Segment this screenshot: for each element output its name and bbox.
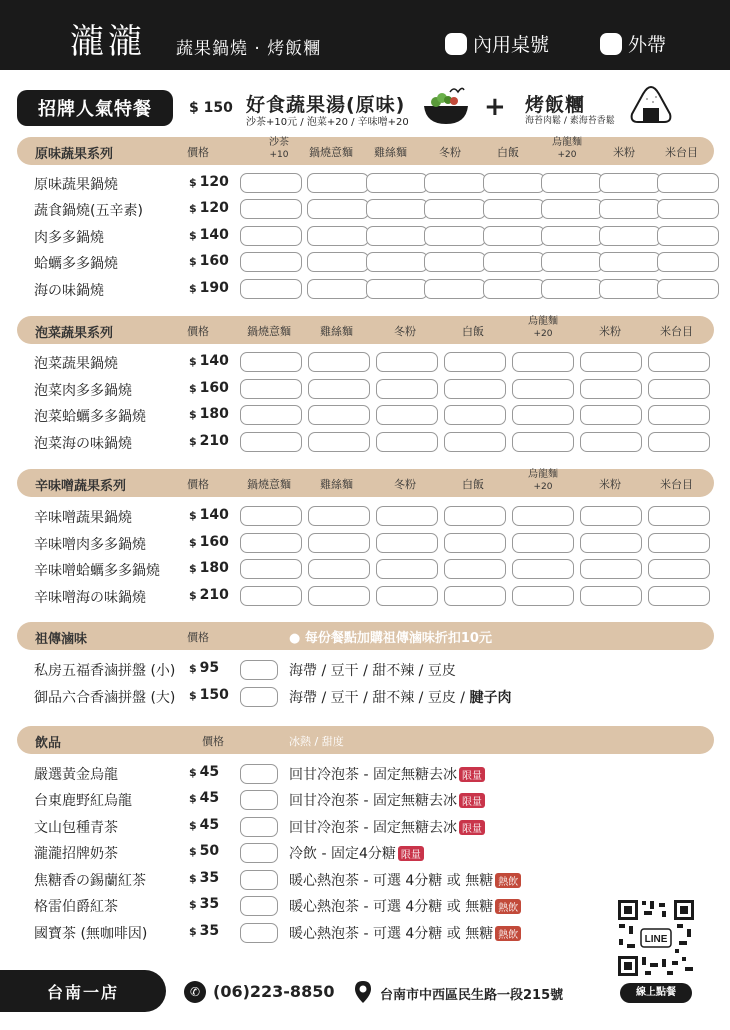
location-pin-icon xyxy=(353,980,373,1004)
order-box[interactable] xyxy=(483,279,545,299)
col-vermicelli: 冬粉 xyxy=(394,478,416,491)
dinein-checkbox[interactable] xyxy=(445,33,467,55)
drink-tag: 熱飲 xyxy=(495,926,521,941)
order-box[interactable] xyxy=(366,279,428,299)
menu-item-name: 辛味噌蔬果鍋燒 xyxy=(34,510,132,526)
col-rice-noodle: 米粉 xyxy=(613,146,635,159)
section-braised-header xyxy=(17,622,714,650)
order-box[interactable] xyxy=(376,559,438,579)
col-chicken-noodle: 雞絲麵 xyxy=(374,146,407,159)
col-udon: 烏龍麵 +20 xyxy=(528,469,558,492)
order-box[interactable] xyxy=(240,352,302,372)
drink-name: 文山包種青茶 xyxy=(34,820,118,836)
order-box[interactable] xyxy=(580,352,642,372)
order-box[interactable] xyxy=(366,252,428,272)
menu-item-name: 辛味噌蛤蠣多多鍋燒 xyxy=(34,563,160,579)
phone-number[interactable]: (06)223-8850 xyxy=(213,982,335,1001)
order-box[interactable] xyxy=(240,923,278,943)
section-title: 泡菜蔬果系列 xyxy=(35,326,114,341)
order-box[interactable] xyxy=(648,586,710,606)
order-box[interactable] xyxy=(483,199,545,219)
order-box[interactable] xyxy=(376,405,438,425)
menu-item-name: 御品六合香滷拼盤 (大) xyxy=(34,690,176,706)
order-box[interactable] xyxy=(444,432,506,452)
col-vermicelli: 冬粉 xyxy=(439,146,461,159)
order-box[interactable] xyxy=(512,352,574,372)
price-column-label: 價格 xyxy=(187,325,209,338)
order-box[interactable] xyxy=(444,559,506,579)
col-chicken-noodle: 雞絲麵 xyxy=(320,325,353,338)
col-rice: 白飯 xyxy=(462,478,484,491)
order-box[interactable] xyxy=(580,379,642,399)
drink-name: 格雷伯爵紅茶 xyxy=(34,899,118,915)
order-box[interactable] xyxy=(240,199,302,219)
drink-tag: 限量 xyxy=(459,820,485,835)
order-box[interactable] xyxy=(657,279,719,299)
order-box[interactable] xyxy=(580,559,642,579)
menu-item-price: $ 210 xyxy=(189,433,229,449)
order-box[interactable] xyxy=(308,506,370,526)
col-rice-noodle: 米粉 xyxy=(599,325,621,338)
order-box[interactable] xyxy=(512,533,574,553)
item-desc: 海帶 / 豆干 / 甜不辣 / 豆皮 xyxy=(289,663,456,679)
col-mitaimu: 米台目 xyxy=(660,478,693,491)
menu-item-price: $ 140 xyxy=(189,227,229,243)
order-box[interactable] xyxy=(512,506,574,526)
menu-item-price: $ 120 xyxy=(189,200,229,216)
menu-item-price: $ 160 xyxy=(189,380,229,396)
order-box[interactable] xyxy=(376,432,438,452)
branch-badge: 台南一店 xyxy=(0,970,166,1012)
braised-note: ● 每份餐點加購祖傳滷味折扣10元 xyxy=(289,631,492,646)
drink-tag: 熱飲 xyxy=(495,899,521,914)
price-column-label: 價格 xyxy=(202,735,224,748)
drink-name: 台東鹿野紅烏龍 xyxy=(34,793,132,809)
onigiri-icon xyxy=(628,84,674,126)
order-box[interactable] xyxy=(240,279,302,299)
order-box[interactable] xyxy=(240,870,278,890)
order-box[interactable] xyxy=(512,432,574,452)
signature-badge: 招牌人氣特餐 xyxy=(17,90,173,126)
order-box[interactable] xyxy=(444,506,506,526)
order-box[interactable] xyxy=(424,252,486,272)
order-box[interactable] xyxy=(444,352,506,372)
menu-item-name: 蔬食鍋燒(五辛素) xyxy=(34,203,143,219)
phone-icon: ✆ xyxy=(184,981,206,1003)
order-box[interactable] xyxy=(648,432,710,452)
menu-item-price: $ 150 xyxy=(189,687,229,703)
drink-price: $ 35 xyxy=(189,870,220,886)
order-box[interactable] xyxy=(240,506,302,526)
menu-item-price: $ 210 xyxy=(189,587,229,603)
dinein-label: 內用桌號 xyxy=(473,34,550,56)
section-miso-header xyxy=(17,469,714,497)
order-box[interactable] xyxy=(599,252,661,272)
order-box[interactable] xyxy=(648,559,710,579)
menu-item-price: $ 160 xyxy=(189,253,229,269)
menu-item-price: $ 190 xyxy=(189,280,229,296)
col-shacha: 沙茶 +10 xyxy=(269,137,289,160)
menu-item-price: $ 160 xyxy=(189,534,229,550)
order-box[interactable] xyxy=(444,379,506,399)
order-box[interactable] xyxy=(308,533,370,553)
order-box[interactable] xyxy=(376,379,438,399)
menu-item-name: 肉多多鍋燒 xyxy=(34,230,104,246)
qr-label: LINE xyxy=(644,934,668,945)
menu-item-name: 泡菜肉多多鍋燒 xyxy=(34,383,132,399)
drink-desc: 暖心熱泡茶 - 可選 4分糖 或 無糖 熱飲 xyxy=(289,896,521,916)
order-box[interactable] xyxy=(483,252,545,272)
order-box[interactable] xyxy=(307,173,369,193)
takeout-label: 外帶 xyxy=(628,34,667,56)
order-box[interactable] xyxy=(240,764,278,784)
order-box[interactable] xyxy=(240,790,278,810)
section-title: 辛味噌蔬果系列 xyxy=(35,479,127,494)
order-box[interactable] xyxy=(648,352,710,372)
order-box[interactable] xyxy=(648,506,710,526)
order-box[interactable] xyxy=(240,687,278,707)
order-box[interactable] xyxy=(541,173,603,193)
menu-item-price: $ 95 xyxy=(189,660,220,676)
order-box[interactable] xyxy=(240,896,278,916)
order-box[interactable] xyxy=(376,586,438,606)
order-box[interactable] xyxy=(580,405,642,425)
menu-item-price: $ 140 xyxy=(189,353,229,369)
order-box[interactable] xyxy=(376,533,438,553)
order-box[interactable] xyxy=(512,405,574,425)
order-box[interactable] xyxy=(240,226,302,246)
menu-item-name: 蛤蠣多多鍋燒 xyxy=(34,256,118,272)
drink-desc: 冷飲 - 固定4分糖 限量 xyxy=(289,843,424,863)
col-noodle-yi: 鍋燒意麵 xyxy=(247,478,291,491)
takeout-checkbox[interactable] xyxy=(600,33,622,55)
drink-price: $ 45 xyxy=(189,790,220,806)
order-box[interactable] xyxy=(512,559,574,579)
drink-tag: 限量 xyxy=(459,767,485,782)
order-box[interactable] xyxy=(240,817,278,837)
order-box[interactable] xyxy=(444,405,506,425)
order-box[interactable] xyxy=(599,173,661,193)
drink-desc: 回甘冷泡茶 - 固定無糖去冰 限量 xyxy=(289,764,485,784)
menu-item-name: 辛味噌海の味鍋燒 xyxy=(34,590,146,606)
address: 台南市中西區民生路一段215號 xyxy=(380,988,564,1003)
order-box[interactable] xyxy=(240,843,278,863)
drink-price: $ 45 xyxy=(189,817,220,833)
col-rice: 白飯 xyxy=(497,146,519,159)
soup-bowl-icon xyxy=(420,84,472,128)
drink-desc: 暖心熱泡茶 - 可選 4分糖 或 無糖 熱飲 xyxy=(289,923,521,943)
order-box[interactable] xyxy=(240,660,278,680)
drink-name: 瀧瀧招牌奶茶 xyxy=(34,846,118,862)
order-box[interactable] xyxy=(240,252,302,272)
order-box[interactable] xyxy=(366,226,428,246)
order-box[interactable] xyxy=(240,405,302,425)
order-box[interactable] xyxy=(240,533,302,553)
bullet-icon: ● xyxy=(289,631,301,646)
menu-item-price: $ 180 xyxy=(189,560,229,576)
order-box[interactable] xyxy=(580,506,642,526)
menu-item-name: 私房五福香滷拼盤 (小) xyxy=(34,663,176,679)
drink-name: 國寶茶 (無咖啡因) xyxy=(34,926,148,942)
drink-tag: 限量 xyxy=(398,846,424,861)
item-desc: 海帶 / 豆干 / 甜不辣 / 豆皮 / 腱子肉 xyxy=(289,690,512,706)
menu-item-price: $ 120 xyxy=(189,174,229,190)
order-box[interactable] xyxy=(580,586,642,606)
order-box[interactable] xyxy=(512,379,574,399)
signature-soup: 好食蔬果湯(原味) xyxy=(246,94,406,116)
menu-item-name: 辛味噌肉多多鍋燒 xyxy=(34,537,146,553)
order-box[interactable] xyxy=(240,173,302,193)
order-box[interactable] xyxy=(308,379,370,399)
order-box[interactable] xyxy=(424,226,486,246)
order-box[interactable] xyxy=(307,279,369,299)
dinein-option[interactable] xyxy=(445,30,549,57)
order-box[interactable] xyxy=(308,432,370,452)
order-box[interactable] xyxy=(541,279,603,299)
menu-item-name: 泡菜蔬果鍋燒 xyxy=(34,356,118,372)
col-udon: 烏龍麵 +20 xyxy=(552,137,582,160)
order-box[interactable] xyxy=(308,405,370,425)
section-kimchi-header xyxy=(17,316,714,344)
order-box[interactable] xyxy=(512,586,574,606)
order-box[interactable] xyxy=(376,506,438,526)
signature-rice: 烤飯糰 xyxy=(525,94,586,116)
order-box[interactable] xyxy=(240,432,302,452)
order-box[interactable] xyxy=(308,352,370,372)
drink-desc: 暖心熱泡茶 - 可選 4分糖 或 無糖 熱飲 xyxy=(289,870,521,890)
order-box[interactable] xyxy=(657,252,719,272)
order-box[interactable] xyxy=(307,199,369,219)
col-noodle-yi: 鍋燒意麵 xyxy=(247,325,291,338)
col-chicken-noodle: 雞絲麵 xyxy=(320,478,353,491)
order-box[interactable] xyxy=(307,226,369,246)
drink-price: $ 45 xyxy=(189,764,220,780)
order-box[interactable] xyxy=(599,199,661,219)
order-box[interactable] xyxy=(657,173,719,193)
temp-column-label: 冰熱 / 甜度 xyxy=(289,735,344,748)
signature-rice-sub: 海苔肉鬆 / 素海苔香鬆 xyxy=(525,116,615,126)
order-box[interactable] xyxy=(444,533,506,553)
menu-item-price: $ 180 xyxy=(189,406,229,422)
section-original-header xyxy=(17,137,714,165)
menu-item-name: 海の味鍋燒 xyxy=(34,283,104,299)
menu-item-name: 泡菜蛤蠣多多鍋燒 xyxy=(34,409,146,425)
col-mitaimu: 米台目 xyxy=(665,146,698,159)
col-udon: 烏龍麵 +20 xyxy=(528,316,558,339)
order-box[interactable] xyxy=(308,586,370,606)
order-box[interactable] xyxy=(580,432,642,452)
drink-name: 嚴選黃金烏龍 xyxy=(34,767,118,783)
order-box[interactable] xyxy=(541,226,603,246)
order-box[interactable] xyxy=(308,559,370,579)
order-box[interactable] xyxy=(541,252,603,272)
drink-name: 焦糖香の錫蘭紅茶 xyxy=(34,873,146,889)
order-box[interactable] xyxy=(541,199,603,219)
order-box[interactable] xyxy=(240,379,302,399)
drink-price: $ 35 xyxy=(189,896,220,912)
qr-code-icon[interactable] xyxy=(617,899,695,977)
plus-sign: + xyxy=(484,92,506,122)
order-box[interactable] xyxy=(424,279,486,299)
header-subtitle: 蔬果鍋燒 · 烤飯糰 xyxy=(176,39,322,59)
order-box[interactable] xyxy=(483,173,545,193)
order-box[interactable] xyxy=(580,533,642,553)
price-column-label: 價格 xyxy=(187,631,209,644)
col-noodle-yi: 鍋燒意麵 xyxy=(309,146,353,159)
price-column-label: 價格 xyxy=(187,478,209,491)
order-box[interactable] xyxy=(657,226,719,246)
col-vermicelli: 冬粉 xyxy=(394,325,416,338)
order-box[interactable] xyxy=(599,279,661,299)
col-mitaimu: 米台目 xyxy=(660,325,693,338)
drink-price: $ 50 xyxy=(189,843,220,859)
takeout-option[interactable] xyxy=(600,30,666,57)
section-title: 祖傳滷味 xyxy=(35,632,88,647)
col-rice: 白飯 xyxy=(462,325,484,338)
order-box[interactable] xyxy=(240,559,302,579)
order-box[interactable] xyxy=(366,199,428,219)
drink-price: $ 35 xyxy=(189,923,220,939)
signature-price: $ 150 xyxy=(189,100,233,116)
menu-item-name: 原味蔬果鍋燒 xyxy=(34,177,118,193)
section-title: 原味蔬果系列 xyxy=(35,147,114,162)
drink-tag: 熱飲 xyxy=(495,873,521,888)
order-box[interactable] xyxy=(376,352,438,372)
order-box[interactable] xyxy=(424,173,486,193)
order-box[interactable] xyxy=(648,379,710,399)
order-box[interactable] xyxy=(444,586,506,606)
section-title: 飲品 xyxy=(35,736,62,751)
order-box[interactable] xyxy=(599,226,661,246)
drink-desc: 回甘冷泡茶 - 固定無糖去冰 限量 xyxy=(289,817,485,837)
order-box[interactable] xyxy=(648,533,710,553)
order-box[interactable] xyxy=(424,199,486,219)
order-box[interactable] xyxy=(648,405,710,425)
order-box[interactable] xyxy=(366,173,428,193)
section-drinks-header xyxy=(17,726,714,754)
online-order-button[interactable]: 線上點餐 xyxy=(620,983,692,1003)
col-rice-noodle: 米粉 xyxy=(599,478,621,491)
order-box[interactable] xyxy=(307,252,369,272)
order-box[interactable] xyxy=(483,226,545,246)
drink-desc: 回甘冷泡茶 - 固定無糖去冰 限量 xyxy=(289,790,485,810)
price-column-label: 價格 xyxy=(187,146,209,159)
order-box[interactable] xyxy=(657,199,719,219)
signature-soup-addons: 沙茶+10元 / 泡菜+20 / 辛味噌+20 xyxy=(246,117,409,128)
order-box[interactable] xyxy=(240,586,302,606)
header xyxy=(0,0,730,70)
menu-item-price: $ 140 xyxy=(189,507,229,523)
logo: 瀧瀧 xyxy=(70,22,146,62)
drink-tag: 限量 xyxy=(459,793,485,808)
menu-item-name: 泡菜海の味鍋燒 xyxy=(34,436,132,452)
